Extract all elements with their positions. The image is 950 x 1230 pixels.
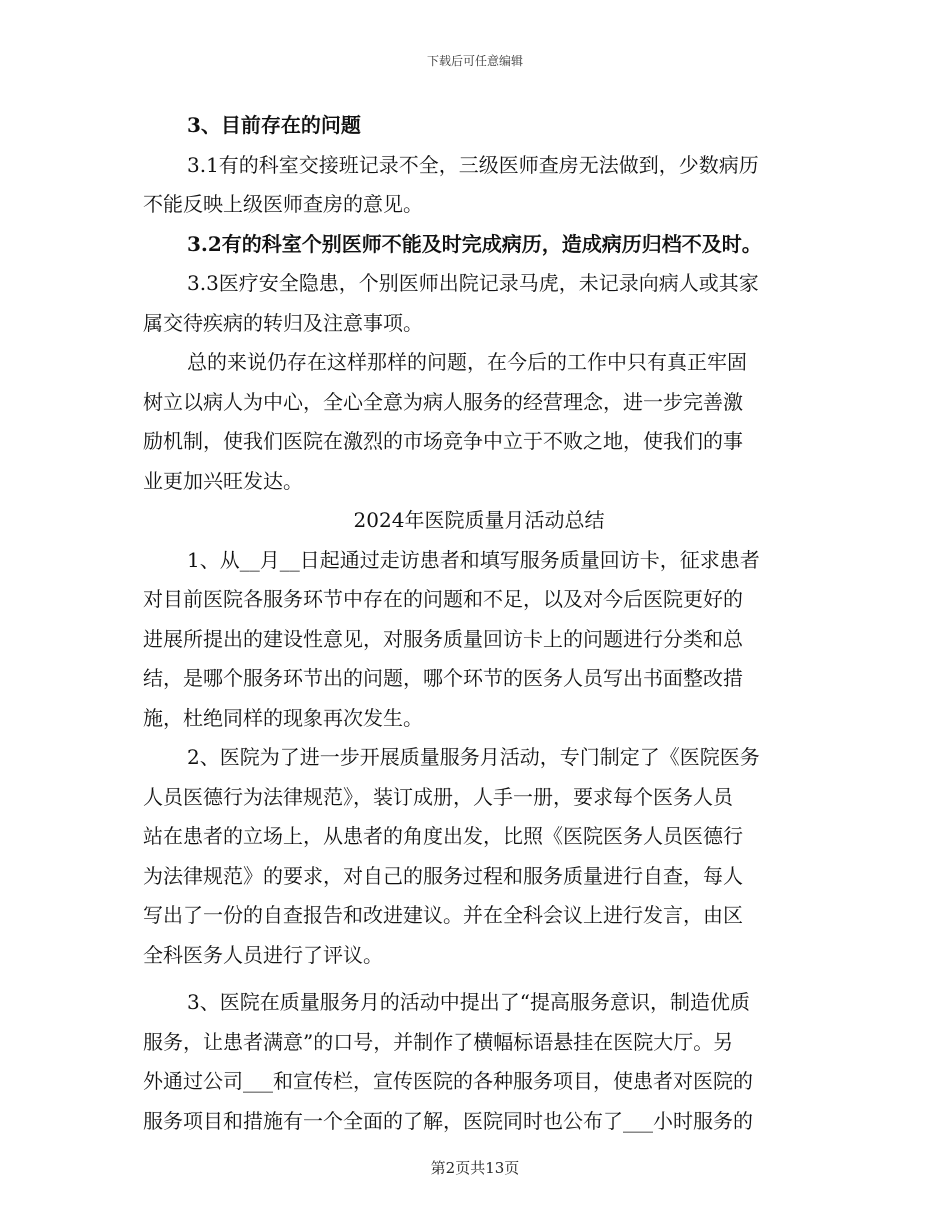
text-line: 不能反映上级医师查房的意见。 [143,192,423,216]
text-line: 结，是哪个服务环节出的问题，哪个环节的医务人员写出书面整改措 [143,666,743,690]
text-line: 1、从__月__日起通过走访患者和填写服务质量回访卡，征求患者 [187,547,760,572]
document-title: 2024年医院质量月活动总结 [353,508,605,532]
text-line: 全科医务人员进行了评议。 [143,942,383,967]
text-line: 业更加兴旺发达。 [143,468,303,493]
text-line: 3、医院在质量服务月的活动中提出了“提高服务意识，制造优质 [187,990,750,1014]
text-line: 3.3医疗安全隐患，个别医师出院记录马虎，未记录向病人或其家 [187,271,759,295]
text-line: 总的来说仍存在这样那样的问题，在今后的工作中只有真正牢固 [187,350,747,374]
text-line: 属交待疾病的转归及注意事项。 [143,310,423,335]
text-line: 人员医德行为法律规范》，装订成册，人手一册，要求每个医务人员 [143,784,733,809]
section-heading: 3、目前存在的问题 [187,113,361,137]
text-line: 树立以病人为中心，全心全意为病人服务的经营理念，进一步完善激 [143,389,743,414]
text-line: 施，杜绝同样的现象再次发生。 [143,705,423,730]
text-line: 外通过公司___和宣传栏，宣传医院的各种服务项目，使患者对医院的 [143,1069,753,1093]
paragraph-gap [143,975,815,983]
text-line: 3.2有的科室个别医师不能及时完成病历，造成病历归档不及时。 [187,231,762,256]
text-line: 3.1有的科室交接班记录不全，三级医师查房无法做到，少数病历 [187,152,759,177]
text-line: 励机制，使我们医院在激烈的市场竞争中立于不败之地，使我们的事 [143,429,743,453]
text-line: 为法律规范》的要求，对自己的服务过程和服务质量进行自查，每人 [143,863,743,888]
text-line: 写出了一份的自查报告和改进建议。并在全科会议上进行发言，由区 [143,903,743,927]
text-line: 进展所提出的建设性意见，对服务质量回访卡上的问题进行分类和总 [143,626,743,651]
document-body [143,106,815,1141]
page-header-note: 下载后可任意编辑 [426,54,523,68]
text-line: 服务项目和措施有一个全面的了解，医院同时也公布了___小时服务的 [143,1108,753,1133]
text-line: 站在患者的立场上，从患者的角度出发，比照《医院医务人员医德行 [143,824,743,848]
text-line: 服务，让患者满意”的口号，并制作了横幅标语悬挂在医院大厅。另 [143,1029,734,1054]
page-number-footer: 第2页共13页 [430,1159,520,1177]
text-line: 对目前医院各服务环节中存在的问题和不足，以及对今后医院更好的 [143,587,743,611]
text-line: 2、医院为了进一步开展质量服务月活动，专门制定了《医院医务 [187,745,760,769]
